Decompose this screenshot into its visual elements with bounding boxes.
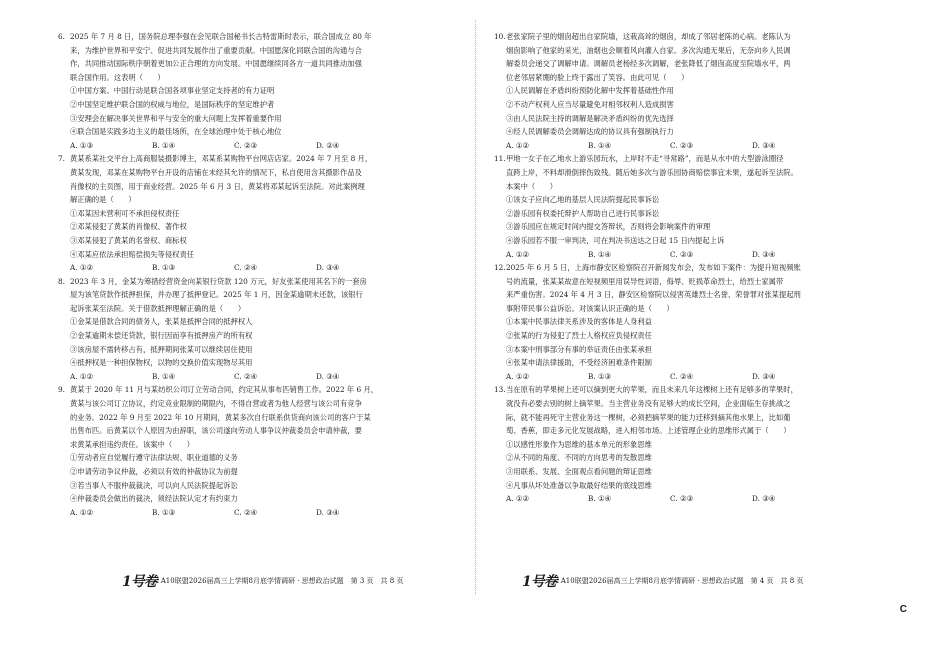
answer-choices [494,139,889,153]
statement-option: ④抵押权是一种担保物权，以物的交换价值实现物尽其用 [70,358,253,368]
answer-choice: B. ①④ [588,494,612,504]
question-number [58,411,70,425]
question-12 [494,261,889,383]
answer-choice: B. ①④ [588,140,612,150]
question-number [58,166,70,180]
answer-choice: D. ②④ [316,140,340,150]
left-footer [122,571,403,591]
answer-choice: D. ③④ [752,249,776,259]
answer-choices [494,370,889,384]
answer-choice: B. ①③ [152,507,176,517]
question-text: 黄某与该公司订立协议，约定竞业限制的期限内，不得自营或者为他人经营与该公司有竞争 [70,399,362,409]
answer-choice: C. ②④ [234,507,258,517]
question-text: 黄某系某社交平台上高商服装摄影博主，邓某系某购物平台网店店家。2024 年 7 月至 8 月， [70,154,373,164]
question-stem-line [58,383,453,397]
statement-option: ②申请劳动争议仲裁，必须以有效的仲裁协议为前提 [70,467,238,476]
question-text: 萄、香蕉，即走多元化发展战略，进入相邻市场。上述管理企业的思维形式属于（ ） [506,426,791,436]
question-stem-line [494,288,889,302]
question-13 [494,383,889,505]
question-number [58,71,70,85]
question-stem-line [494,261,889,275]
question-text: 直跨上岸，不料却滑倒摔伤致残。随后她多次与游乐园协商赔偿事宜未果，遂起诉至法院。 [506,167,798,177]
answer-choice: A. ①② [70,507,93,517]
answer-choice: C. ②③ [670,494,694,504]
question-number [58,193,70,207]
question-stem-line [58,424,453,438]
question-11 [494,152,889,261]
answer-choice: D. ③④ [316,507,340,517]
question-text: 烟囱影响了他家的采光，油烟也会顺着风向灌入自家。多次沟通无果后，无奈向乡人民调 [506,45,791,55]
answer-choice: C. ②③ [234,140,258,150]
answer-choice: B. ①④ [152,140,176,150]
question-number [58,302,70,316]
statement-option: ①人民调解在矛盾纠纷预防化解中发挥着基础性作用 [506,86,674,96]
statement-option: ④仲裁委员会做出的裁决，须经法院认定才有约束力 [70,494,238,504]
question-stem-line [494,411,889,425]
logo: 1号卷 [522,574,557,590]
answer-choice: B. ①④ [588,249,612,259]
question-stem-line [58,397,453,411]
question-text: 老张家院子里的烟囱超出自家院墙，这栽高耸的烟囱，却成了邻居老陈的心病。老陈认为 [506,32,791,41]
question-text: 号的流量，张某某故意在短视频里用误导性词语，侮辱、贬损革命烈士，给烈士家属带 [506,276,784,286]
statement-option: ③游乐园应在规定时间内提交答辩状，否则将会影响案件的审理 [506,222,711,232]
answer-choice: A. ①② [506,249,529,259]
question-number: 7. [58,154,65,164]
statement-option: ④邓某应依法承担赔偿损失等侵权责任 [70,249,195,259]
answer-choice: C. ②④ [234,263,258,273]
question-number: 10. [494,32,506,41]
answer-choices [494,248,889,262]
statement-option: ③由人民法院主持的调解是解决矛盾纠纷的优先选择 [506,113,674,123]
question-text: 的业务。2022 年 9 月至 2022 年 10 月期间，黄某多次自行联系供货商向该公司的客户于某 [70,412,371,422]
answer-choice: B. ①③ [588,371,612,381]
question-number: 13. [494,385,506,395]
question-number: 12. [494,263,506,273]
question-text: 黄某于 2020 年 11 月与某纺织公司订立劳动合同，约定其从事布匹销售工作。2022 年 6 月， [70,385,379,395]
question-10 [494,30,889,152]
question-text: 2025 年 6 月 5 日，上海市静安区检察院召开新闻发布会，发布如下案件：为提升短视频账 [506,263,801,273]
question-stem-line [494,275,889,289]
answer-choice: D. ③④ [752,371,776,381]
statement-option: ②中国坚定维护联合国的权威与地位，是国际秩序的坚定维护者 [70,99,275,109]
question-number [494,275,506,289]
question-stem-line [494,152,889,166]
question-text: 肖像权的主页图，用于商业经营。2025 年 6 月 3 日，黄某将邓某起诉至法院。对此案例理 [70,181,365,191]
answer-choice: B. ①③ [152,263,176,273]
question-text: 解正确的是（ ） [70,195,136,205]
answer-choice: D. ③④ [752,494,776,504]
left-page [58,30,453,519]
corner-mark: C [899,604,907,615]
question-stem-line [58,44,453,58]
question-stem-line [494,180,889,194]
answer-choice: B. ①④ [152,371,176,381]
answer-choice: A. ①② [70,263,93,273]
footer-text: A10联盟2026届高三上学期8月底学情调研 · 思想政治试题 第 4 页 共 8 页 [560,577,804,585]
answer-choices [58,261,453,275]
statement-option: ④游乐园若不服一审判决，可在判决书送达之日起 15 日内提起上诉 [506,235,725,245]
answer-choice: C. ②④ [234,371,258,381]
question-stem-line [58,152,453,166]
question-text: 甲地一女子在乙地水上游乐园玩水，上岸时不走“寻常路”，而是从水中的大型游泳圈径 [506,154,784,164]
statement-option: ①本案中民事法律关系涉及的客体是人身利益 [506,317,652,327]
question-stem-line [494,302,889,316]
answer-choice: A. ①③ [70,140,93,150]
question-stem-line [58,71,453,85]
question-text: 当在原有的苹果树上还可以摘到更大的苹果，而且未来几年这棵树上还有足够多的苹果时， [506,385,798,395]
question-text: 2025 年 7 月 8 日，国务院总理李强在会见联合国秘书长古特雷斯时表示，联合国成立 80 年 [70,32,372,41]
question-number: 6. [58,32,65,41]
question-stem-line [494,71,889,85]
question-number [58,288,70,302]
footer-text: A10联盟2026届高三上学期8月底学情调研 · 思想政治试题 第 3 页 共 8 页 [160,577,404,585]
answer-choice: D. ③④ [316,371,340,381]
question-text: 位老邻居紧绷的脸上终于露出了笑容。由此可见（ ） [506,72,689,82]
answer-choice: D. ③④ [752,140,776,150]
question-number: 8. [58,276,65,286]
question-stem-line [58,166,453,180]
question-stem-line [58,438,453,452]
question-number: 9. [58,385,65,395]
question-text: 际，就不能再死守主营业务这一棵树，必须把摘苹果的能力迁移到摘其他水果上，比如葡 [506,412,791,422]
answer-choice: C. ②③ [670,249,694,259]
statement-option: ②游乐园有权委托辩护人帮助自己进行民事诉讼 [506,208,660,218]
question-number [494,288,506,302]
question-number [494,180,506,194]
question-number [58,57,70,71]
answer-choices [58,370,453,384]
answer-choice: A. ①② [506,371,529,381]
question-stem-line [58,180,453,194]
statement-option: ③若当事人不服仲裁裁决，可以向人民法院提起诉讼 [70,480,238,490]
question-number [58,180,70,194]
page-divider [475,20,476,595]
question-stem-line [58,302,453,316]
question-text: 就没有必要去别的树上摘苹果。当主营业务没有足够大的成长空间，企业面临生存挑战之 [506,399,791,409]
statement-option: ④联合国是实践多边主义的最佳场所，在全球治理中处于核心地位 [70,127,282,137]
question-stem-line [58,411,453,425]
question-stem-line [58,288,453,302]
right-page [494,30,889,506]
statement-option: ③该房屋不需转移占有，抵押期间张某可以继续居住使用 [70,344,253,354]
question-text: 本案中（ ） [506,181,558,191]
question-stem-line [494,424,889,438]
statement-option: ④经人民调解委员会调解达成的协议具有强制执行力 [506,127,674,137]
question-text: 解委员会递交了调解申请。调解员老杨经多次调解，老张降低了烟囱高度至院墙水平，两 [506,59,791,69]
question-number [494,57,506,71]
question-number [494,397,506,411]
statement-option: ③本案中刑事部分有事的举证责任由张某承担 [506,344,652,354]
statement-option: ①中国方案、中国行动是联合国各项事业坚定支持者的有力证明 [70,86,275,96]
question-7 [58,152,453,274]
statement-option: ④凡事从坏处准备以争取最好结果的底线思维 [506,480,652,490]
question-text: 来严重伤害。2024 年 4 月 3 日，静安区检察院以侵害英雄烈士名誉、荣誉罪对张某提起刑 [506,290,801,300]
question-number [494,424,506,438]
question-stem-line [494,166,889,180]
logo: 1号卷 [122,574,157,590]
question-text: 作，共同推动国际秩序朝着更加公正合理的方向发展。中国愿继续同各方一道共同推动加强 [70,59,362,69]
answer-choices [58,139,453,153]
question-number [58,438,70,452]
question-number [494,44,506,58]
statement-option: ④张某申请法律援助，不受经济困难条件限制 [506,358,652,368]
question-text: 黄某发现，邓某在某购物平台开设的店铺在未经其允许的情况下，私自使用含其摄影作品及 [70,167,362,177]
question-stem-line [494,397,889,411]
answer-choice: A. ①② [506,494,529,504]
statement-option: ①金某是借款合同的债务人，张某是抵押合同的抵押权人 [70,317,253,327]
statement-option: ①该女子应向乙地的基层人民法院提起民事诉讼 [506,195,660,205]
question-stem-line [58,193,453,207]
question-stem-line [494,30,889,44]
question-text: 起诉张某至法院。关于借款抵押理解正确的是（ ） [70,303,246,313]
question-stem-line [58,30,453,44]
answer-choices [58,506,453,520]
question-number [494,411,506,425]
question-stem-line [494,383,889,397]
statement-option: ②金某逾期未偿还贷款，银行因而享有抵押房产的所有权 [70,331,253,341]
question-text: 屋为该笔贷款作抵押担保，并办理了抵押登记。2025 年 1 月，因金某逾期未还款，该银行 [70,290,363,300]
answer-choice: A. ①② [70,371,93,381]
statement-option: ③用联系、发展、全面观点看问题的辩证思维 [506,467,652,476]
question-number [494,71,506,85]
answer-choice: C. ②④ [670,371,694,381]
question-number [494,166,506,180]
question-8 [58,275,453,384]
question-text: 出售布匹。后黄某以个人原因为由辞职，该公司遂向劳动人事争议仲裁委员会申请仲裁，要 [70,426,362,436]
question-stem-line [494,57,889,71]
question-text: 求黄某承担违约责任。该案中（ ） [70,439,195,449]
question-stem-line [58,275,453,289]
question-number [494,302,506,316]
answer-choice: C. ②③ [670,140,694,150]
statement-option: ③邓某侵犯了黄某的名誉权、商标权 [70,235,187,245]
question-number [58,44,70,58]
right-footer [522,571,803,591]
statement-option: ②从不同的角度、不同的方向思考的发散思维 [506,453,652,463]
question-text: 联合国作用。这表明（ ） [70,72,165,82]
statement-option: ①邓某因未营利可不承担侵权责任 [70,208,180,218]
question-number [58,424,70,438]
statement-option: ②邓某侵犯了黄某的肖像权、著作权 [70,222,187,232]
statement-option: ①以感性形象作为思维的基本单元的形象思维 [506,439,652,449]
answer-choices [494,492,889,506]
question-text: 2023 年 3 月，金某为筹措经营资金向某银行贷款 120 万元，好友张某使用其名下的一套房 [70,276,367,286]
question-number: 11. [494,154,506,164]
statement-option: ①劳动者应自觉履行遵守法律法规、职业道德的义务 [70,453,238,463]
question-text: 事附带民事公益诉讼。对该案认识正确的是（ ） [506,303,674,313]
question-text: 来，为维护世界和平安宁、促进共同发展作出了重要贡献。中国愿深化同联合国的沟通与合 [70,45,362,55]
question-stem-line [494,44,889,58]
statement-option: ②张某的行为侵犯了烈士人格权应负侵权责任 [506,331,652,341]
question-stem-line [58,57,453,71]
statement-option: ③安理会在解决事关世界和平与安全的重大问题上发挥着重要作用 [70,113,282,123]
answer-choice: A. ①② [506,140,529,150]
statement-option: ②不动产权利人应当尽量避免对相邻权利人造成损害 [506,99,674,109]
question-6 [58,30,453,152]
question-number [58,397,70,411]
question-9 [58,383,453,519]
answer-choice: D. ③④ [316,263,340,273]
